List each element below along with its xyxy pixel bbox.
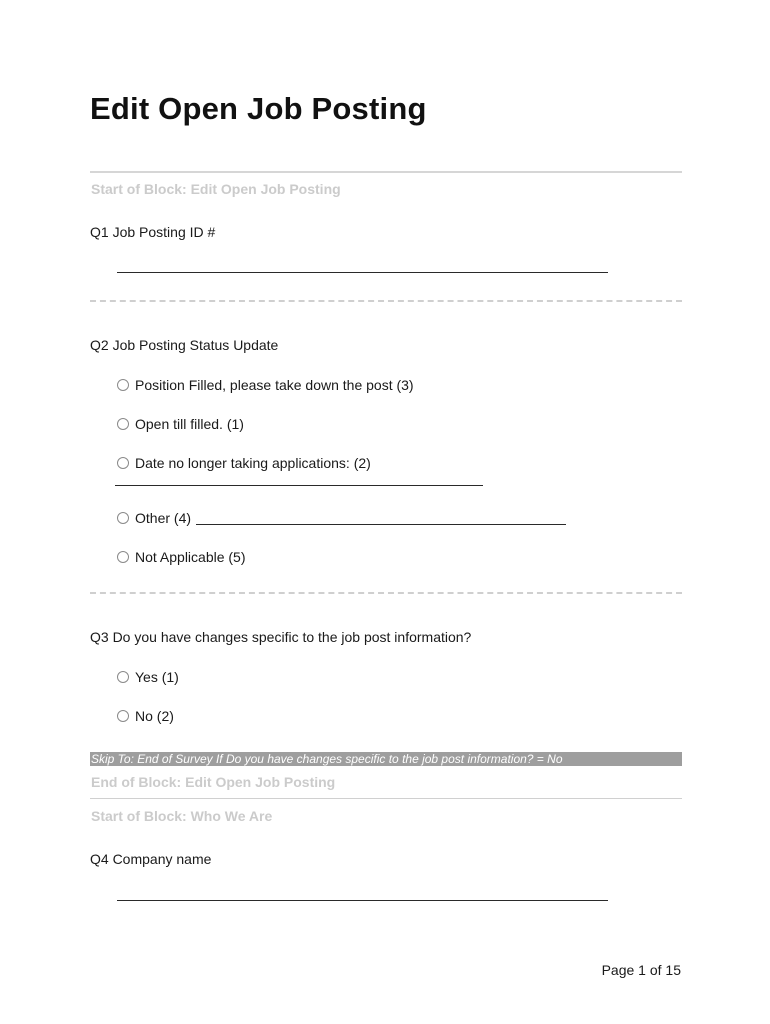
option-label: Yes (1) [135, 669, 179, 685]
q2-option-open-till-filled[interactable] [117, 416, 244, 432]
option-label: Position Filled, please take down the post (3) [135, 377, 414, 393]
page-title: Edit Open Job Posting [90, 91, 427, 126]
radio-button-icon[interactable] [117, 710, 129, 722]
block-start-label: Start of Block: Edit Open Job Posting [91, 181, 341, 197]
q2-option-not-applicable[interactable] [117, 549, 246, 565]
block-start-label: Start of Block: Who We Are [91, 808, 273, 824]
radio-button-icon[interactable] [117, 418, 129, 430]
radio-button-icon[interactable] [117, 379, 129, 391]
block-divider [90, 798, 682, 799]
q1-answer-field[interactable] [117, 272, 608, 273]
skip-logic-banner: Skip To: End of Survey If Do you have changes specific to the job post information? = No [90, 752, 682, 766]
option-label: Date no longer taking applications: (2) [135, 455, 371, 471]
option-label: No (2) [135, 708, 174, 724]
question-separator [90, 300, 682, 302]
question-q4-text: Q4 Company name [90, 851, 212, 867]
q2-option-other[interactable] [117, 510, 566, 526]
question-q1-text: Q1 Job Posting ID # [90, 224, 216, 240]
radio-button-icon[interactable] [117, 671, 129, 683]
question-q2-text: Q2 Job Posting Status Update [90, 337, 279, 353]
radio-button-icon[interactable] [117, 512, 129, 524]
question-q3-text: Q3 Do you have changes specific to the job post information? [90, 629, 472, 645]
option-label: Not Applicable (5) [135, 549, 246, 565]
question-separator [90, 592, 682, 594]
option-label: Other (4) [135, 510, 192, 526]
q3-option-yes[interactable] [117, 669, 179, 685]
q2-date-text-field[interactable] [115, 485, 483, 486]
q2-other-text-field[interactable] [196, 524, 566, 525]
q2-option-date-no-longer[interactable] [117, 455, 371, 471]
block-end-label: End of Block: Edit Open Job Posting [91, 774, 336, 790]
q4-answer-field[interactable] [117, 900, 608, 901]
radio-button-icon[interactable] [117, 457, 129, 469]
q2-option-position-filled[interactable] [117, 377, 414, 393]
page-number: Page 1 of 15 [601, 962, 681, 978]
radio-button-icon[interactable] [117, 551, 129, 563]
option-label: Open till filled. (1) [135, 416, 244, 432]
q3-option-no[interactable] [117, 708, 174, 724]
block-divider [90, 171, 682, 173]
